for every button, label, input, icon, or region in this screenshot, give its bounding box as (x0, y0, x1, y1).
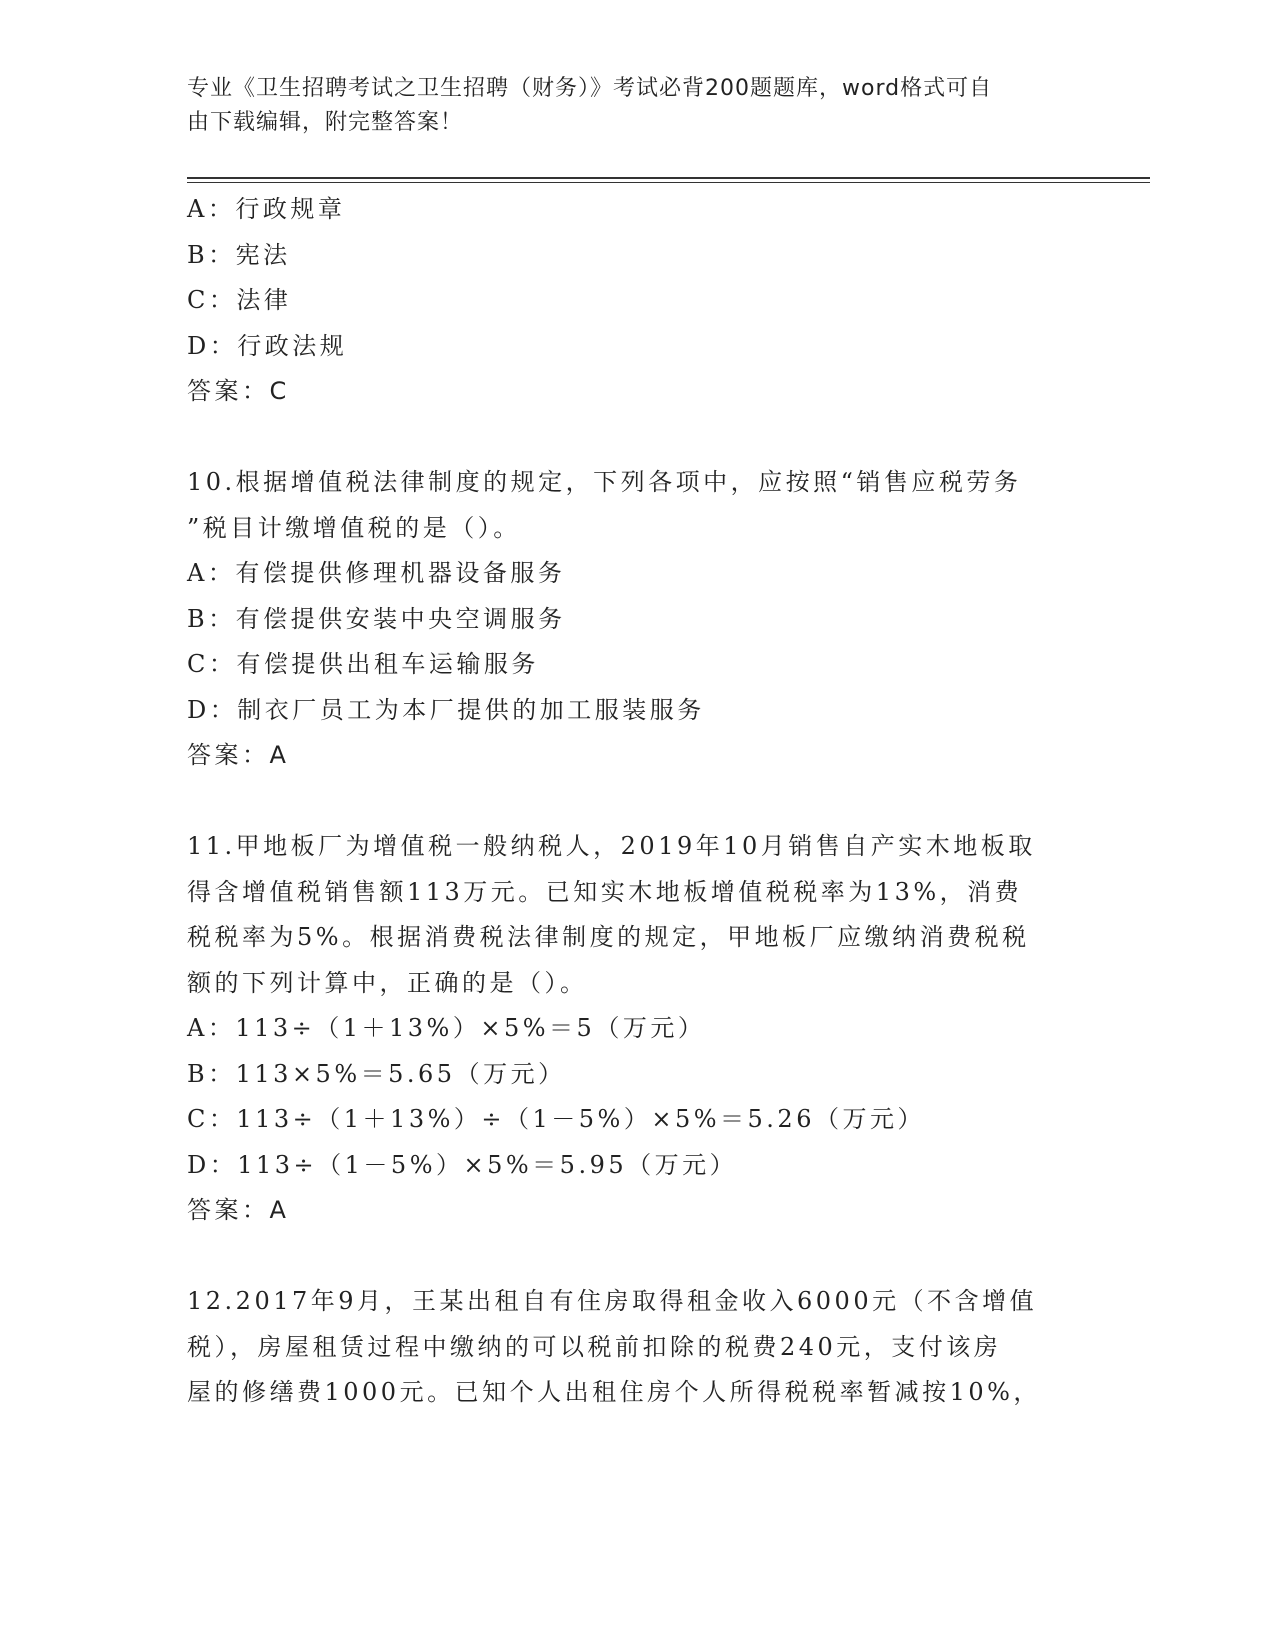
option-c: C：有偿提供出租车运输服务 (187, 650, 539, 678)
header-line-2: 由下载编辑，附完整答案！ (187, 110, 464, 135)
option-d: D：制衣厂员工为本厂提供的加工服装服务 (187, 695, 705, 724)
header-rule-thin (187, 182, 1150, 183)
question-11 (187, 824, 1087, 1234)
question-stem-line: 额的下列计算中，正确的是（）。 (187, 968, 588, 997)
option-c: C：113÷（1＋13%）÷（1－5%）×5%＝5.26（万元） (187, 1105, 925, 1133)
option-a: A：行政规章 (187, 195, 346, 223)
answer-line: 答案：A (187, 1196, 290, 1224)
option-b: B：113×5%＝5.65（万元） (187, 1059, 566, 1088)
question-stem-line: 10.根据增值税法律制度的规定，下列各项中，应按照“销售应税劳务 (187, 468, 1022, 496)
question-10 (187, 460, 1087, 779)
document-header (187, 72, 1067, 140)
answer-line: 答案：C (187, 377, 290, 405)
option-b: B：有偿提供安装中央空调服务 (187, 604, 566, 633)
question-stem-line: 税税率为5%。根据消费税法律制度的规定，甲地板厂应缴纳消费税税 (187, 923, 1030, 951)
option-b: B：宪法 (187, 240, 291, 269)
spacer (187, 1234, 1087, 1280)
option-a: A：113÷（1＋13%）×5%＝5（万元） (187, 1014, 706, 1042)
question-stem-line: 11.甲地板厂为增值税一般纳税人，2019年10月销售自产实木地板取 (187, 832, 1036, 860)
option-c: C：法律 (187, 286, 292, 314)
option-d: D：113÷（1－5%）×5%＝5.95（万元） (187, 1150, 738, 1179)
option-a: A：有偿提供修理机器设备服务 (187, 559, 566, 587)
question-stem-line: 得含增值税销售额113万元。已知实木地板增值税税率为13%，消费 (187, 877, 1023, 906)
question-12 (187, 1279, 1087, 1416)
question-stem-line: 12.2017年9月，王某出租自有住房取得租金收入6000元（不含增值 (187, 1287, 1038, 1315)
option-d: D：行政法规 (187, 331, 348, 360)
spacer (187, 779, 1087, 825)
question-9 (187, 187, 1087, 415)
question-stem-line: 税），房屋租赁过程中缴纳的可以税前扣除的税费240元，支付该房 (187, 1332, 1002, 1361)
answer-line: 答案：A (187, 741, 290, 769)
question-stem-line: ”税目计缴增值税的是（）。 (187, 513, 521, 542)
spacer (187, 415, 1087, 461)
header-line-1: 专业《卫生招聘考试之卫生招聘（财务）》考试必背200题题库，word格式可自 (187, 76, 993, 101)
header-rule-thick (187, 177, 1150, 179)
question-list (187, 187, 1087, 1416)
question-stem-line: 屋的修缮费1000元。已知个人出租住房个人所得税税率暂减按10%， (187, 1378, 1041, 1406)
